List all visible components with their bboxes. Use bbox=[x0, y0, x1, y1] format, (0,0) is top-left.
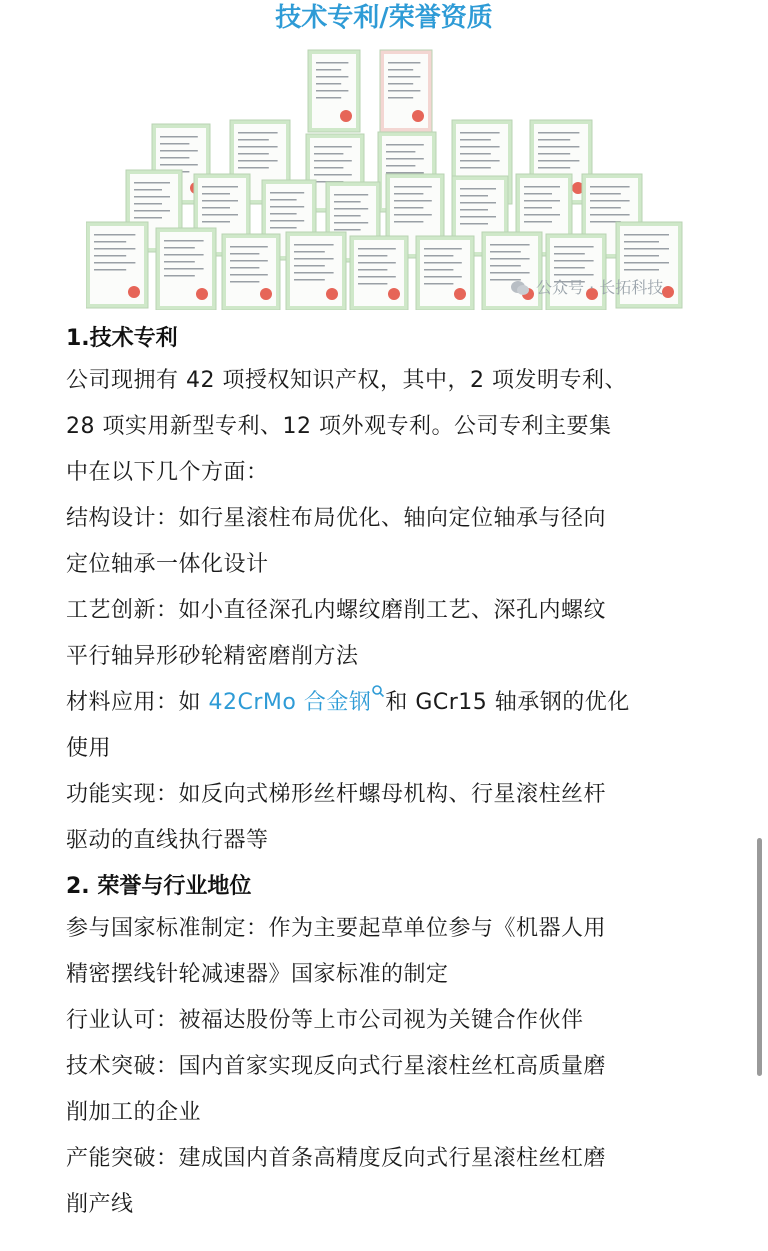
material-prefix: 材料应用：如 bbox=[66, 690, 209, 715]
paragraph-line: 28 项实用新型专利、12 项外观专利。公司专利主要集 bbox=[66, 414, 612, 439]
section-title-patents: 1.技术专利 bbox=[66, 326, 178, 351]
paragraph-line: 削产线 bbox=[66, 1192, 134, 1217]
paragraph-line: 使用 bbox=[66, 736, 112, 761]
certificate bbox=[308, 50, 360, 132]
paragraph-line: 定位轴承一体化设计 bbox=[66, 552, 269, 577]
certificate bbox=[380, 50, 432, 132]
certificate bbox=[156, 228, 216, 310]
certificate bbox=[416, 236, 474, 310]
watermark bbox=[510, 276, 663, 300]
certificate bbox=[350, 236, 408, 310]
paragraph-line: 驱动的直线执行器等 bbox=[66, 828, 269, 853]
scrollbar[interactable] bbox=[757, 838, 762, 1076]
paragraph-line: 结构设计：如行星滚柱布局优化、轴向定位轴承与径向 bbox=[66, 506, 607, 531]
certificates-image bbox=[86, 46, 688, 310]
paragraph-line: 平行轴异形砂轮精密磨削方法 bbox=[66, 644, 359, 669]
paragraph-line-material bbox=[66, 680, 706, 726]
paragraph-line: 公司现拥有 42 项授权知识产权，其中，2 项发明专利、 bbox=[66, 368, 627, 393]
material-search-link[interactable]: 42CrMo 合金钢 bbox=[208, 690, 372, 715]
paragraph-line: 行业认可：被福达股份等上市公司视为关键合作伙伴 bbox=[66, 1008, 584, 1033]
paragraph-line: 中在以下几个方面： bbox=[66, 460, 269, 485]
certificate bbox=[286, 232, 346, 310]
paragraph-line: 技术突破：国内首家实现反向式行星滚柱丝杠高质量磨 bbox=[66, 1054, 607, 1079]
paragraph-line: 参与国家标准制定：作为主要起草单位参与《机器人用 bbox=[66, 916, 607, 941]
watermark-text: 公众号 · 长拓科技 bbox=[536, 278, 664, 297]
paragraph-line: 工艺创新：如小直径深孔内螺纹磨削工艺、深孔内螺纹 bbox=[66, 598, 607, 623]
article-body bbox=[66, 318, 706, 1228]
paragraph-line: 精密摆线针轮减速器》国家标准的制定 bbox=[66, 962, 449, 987]
section-title-honors: 2. 荣誉与行业地位 bbox=[66, 874, 252, 899]
paragraph-line: 产能突破：建成国内首条高精度反向式行星滚柱丝杠磨 bbox=[66, 1146, 607, 1171]
page-heading: 技术专利/荣誉资质 bbox=[275, 3, 493, 33]
material-suffix: 和 GCr15 轴承钢的优化 bbox=[385, 690, 630, 715]
paragraph-line: 削加工的企业 bbox=[66, 1100, 202, 1125]
certificate bbox=[222, 234, 280, 310]
wechat-icon bbox=[510, 280, 530, 296]
certificate bbox=[86, 222, 148, 308]
paragraph-line: 功能实现：如反向式梯形丝杆螺母机构、行星滚柱丝杆 bbox=[66, 782, 607, 807]
search-icon[interactable] bbox=[371, 684, 385, 698]
